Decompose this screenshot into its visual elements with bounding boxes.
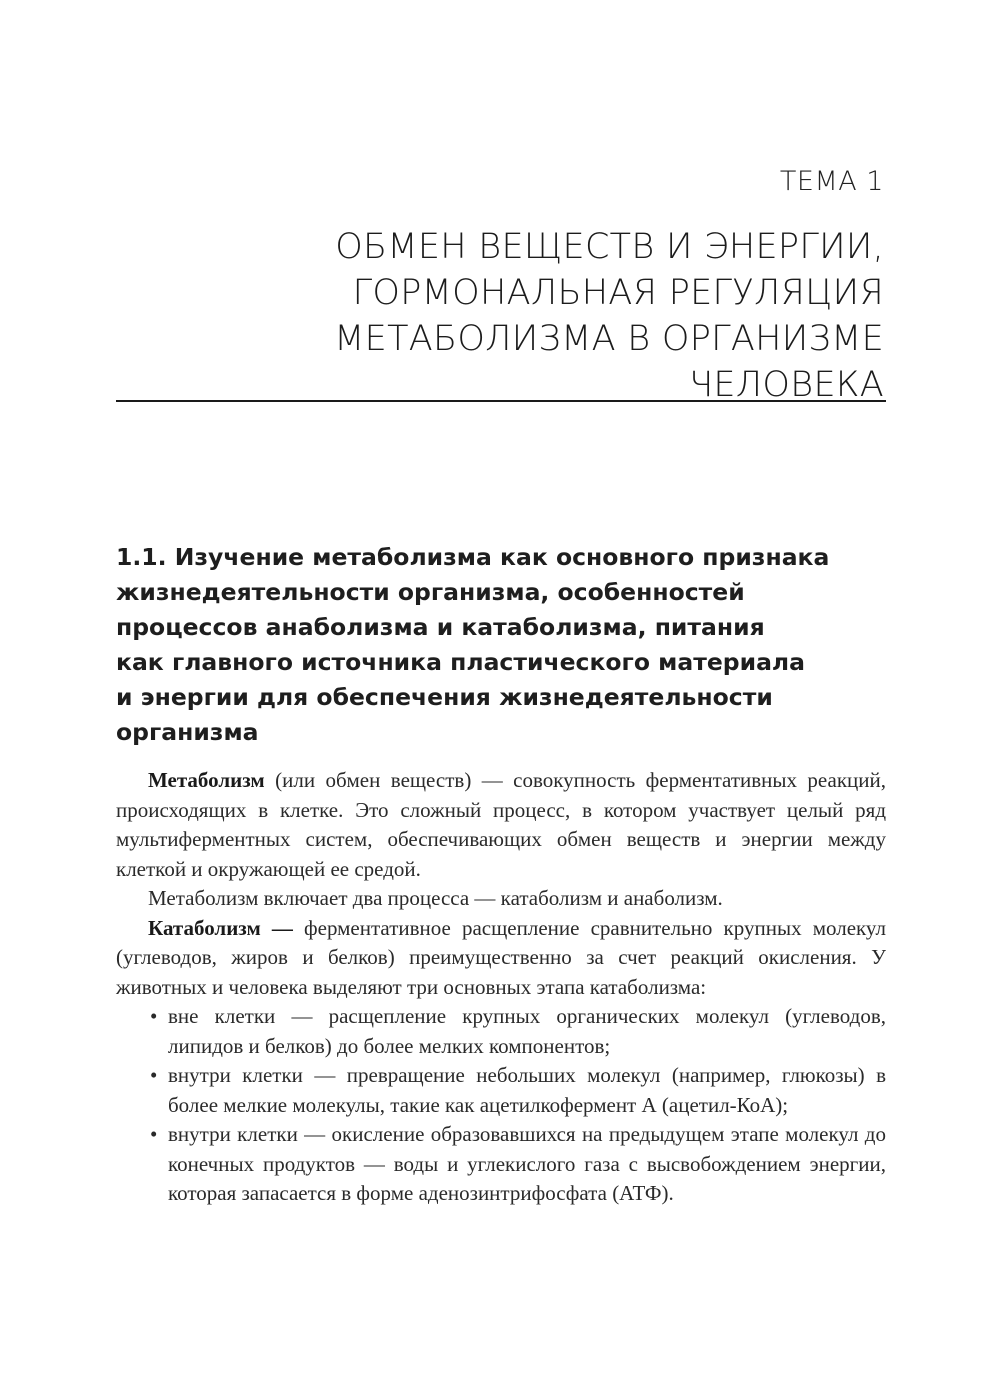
list-item: • внутри клетки — окисление образовавшихся на предыдущем этапе молекул до конечных продуктов — воды и углекислого газа с высвобождением энергии, которая запасается в форме аденозинтрифосфата (АТФ). xyxy=(116,1120,886,1209)
section-heading-line: как главного источника пластического материала xyxy=(116,648,805,676)
chapter-title-line: ОБМЕН ВЕЩЕСТВ И ЭНЕРГИИ, xyxy=(335,227,884,267)
paragraph-text: Метаболизм включает два процесса — катаболизм и анаболизм. xyxy=(148,886,723,910)
chapter-title-line: ЧЕЛОВЕКА xyxy=(689,365,884,405)
body-text xyxy=(116,766,886,1209)
term-catabolism: Катаболизм — xyxy=(148,915,293,940)
section-heading-line: жизнедеятельности организма, особенностей xyxy=(116,578,745,606)
term-metabolism: Метаболизм xyxy=(148,768,265,792)
section-heading-line: организма xyxy=(116,718,259,746)
list-item: • вне клетки — расщепление крупных органических молекул (углеводов, липидов и белков) до более мелких компонентов; xyxy=(116,1002,886,1061)
list-item: • внутри клетки — превращение небольших молекул (например, глюкозы) в более мелкие молекулы, такие как ацетилкофермент А (ацетил-КоА); xyxy=(116,1061,886,1120)
chapter-title-line: ГОРМОНАЛЬНАЯ РЕГУЛЯЦИЯ xyxy=(352,273,884,313)
title-divider xyxy=(116,400,886,402)
paragraph-text: (или обмен веществ) — совокупность ферментативных реакций, происходящих в клетке. Это сложный процесс, в котором участвует целый ряд мультиферментных систем, обеспечивающих обмен веществ и энергии между клеткой и окружающей ее средой. xyxy=(116,768,886,881)
section-heading-line: процессов анаболизма и катаболизма, питания xyxy=(116,613,765,641)
chapter-title-line: МЕТАБОЛИЗМА В ОРГАНИЗМЕ xyxy=(334,319,884,359)
catabolism-stages-list xyxy=(116,1002,886,1209)
paragraph-metabolism xyxy=(116,766,886,884)
section-heading-line: 1.1. Изучение метаболизма как основного признака xyxy=(116,543,830,571)
paragraph-processes xyxy=(116,884,886,914)
paragraph-catabolism xyxy=(116,914,886,1003)
paragraph-text: ферментативное расщепление сравнительно крупных молекул (углеводов, жиров и белков) преимущественно за счет реакций окисления. У животных и человека выделяют три основных этапа катаболизма: xyxy=(116,915,886,999)
chapter-title xyxy=(184,224,884,408)
theme-label: ТЕМА 1 xyxy=(779,166,884,197)
section-heading-line: и энергии для обеспечения жизнедеятельности xyxy=(116,683,773,711)
section-heading xyxy=(116,540,896,750)
